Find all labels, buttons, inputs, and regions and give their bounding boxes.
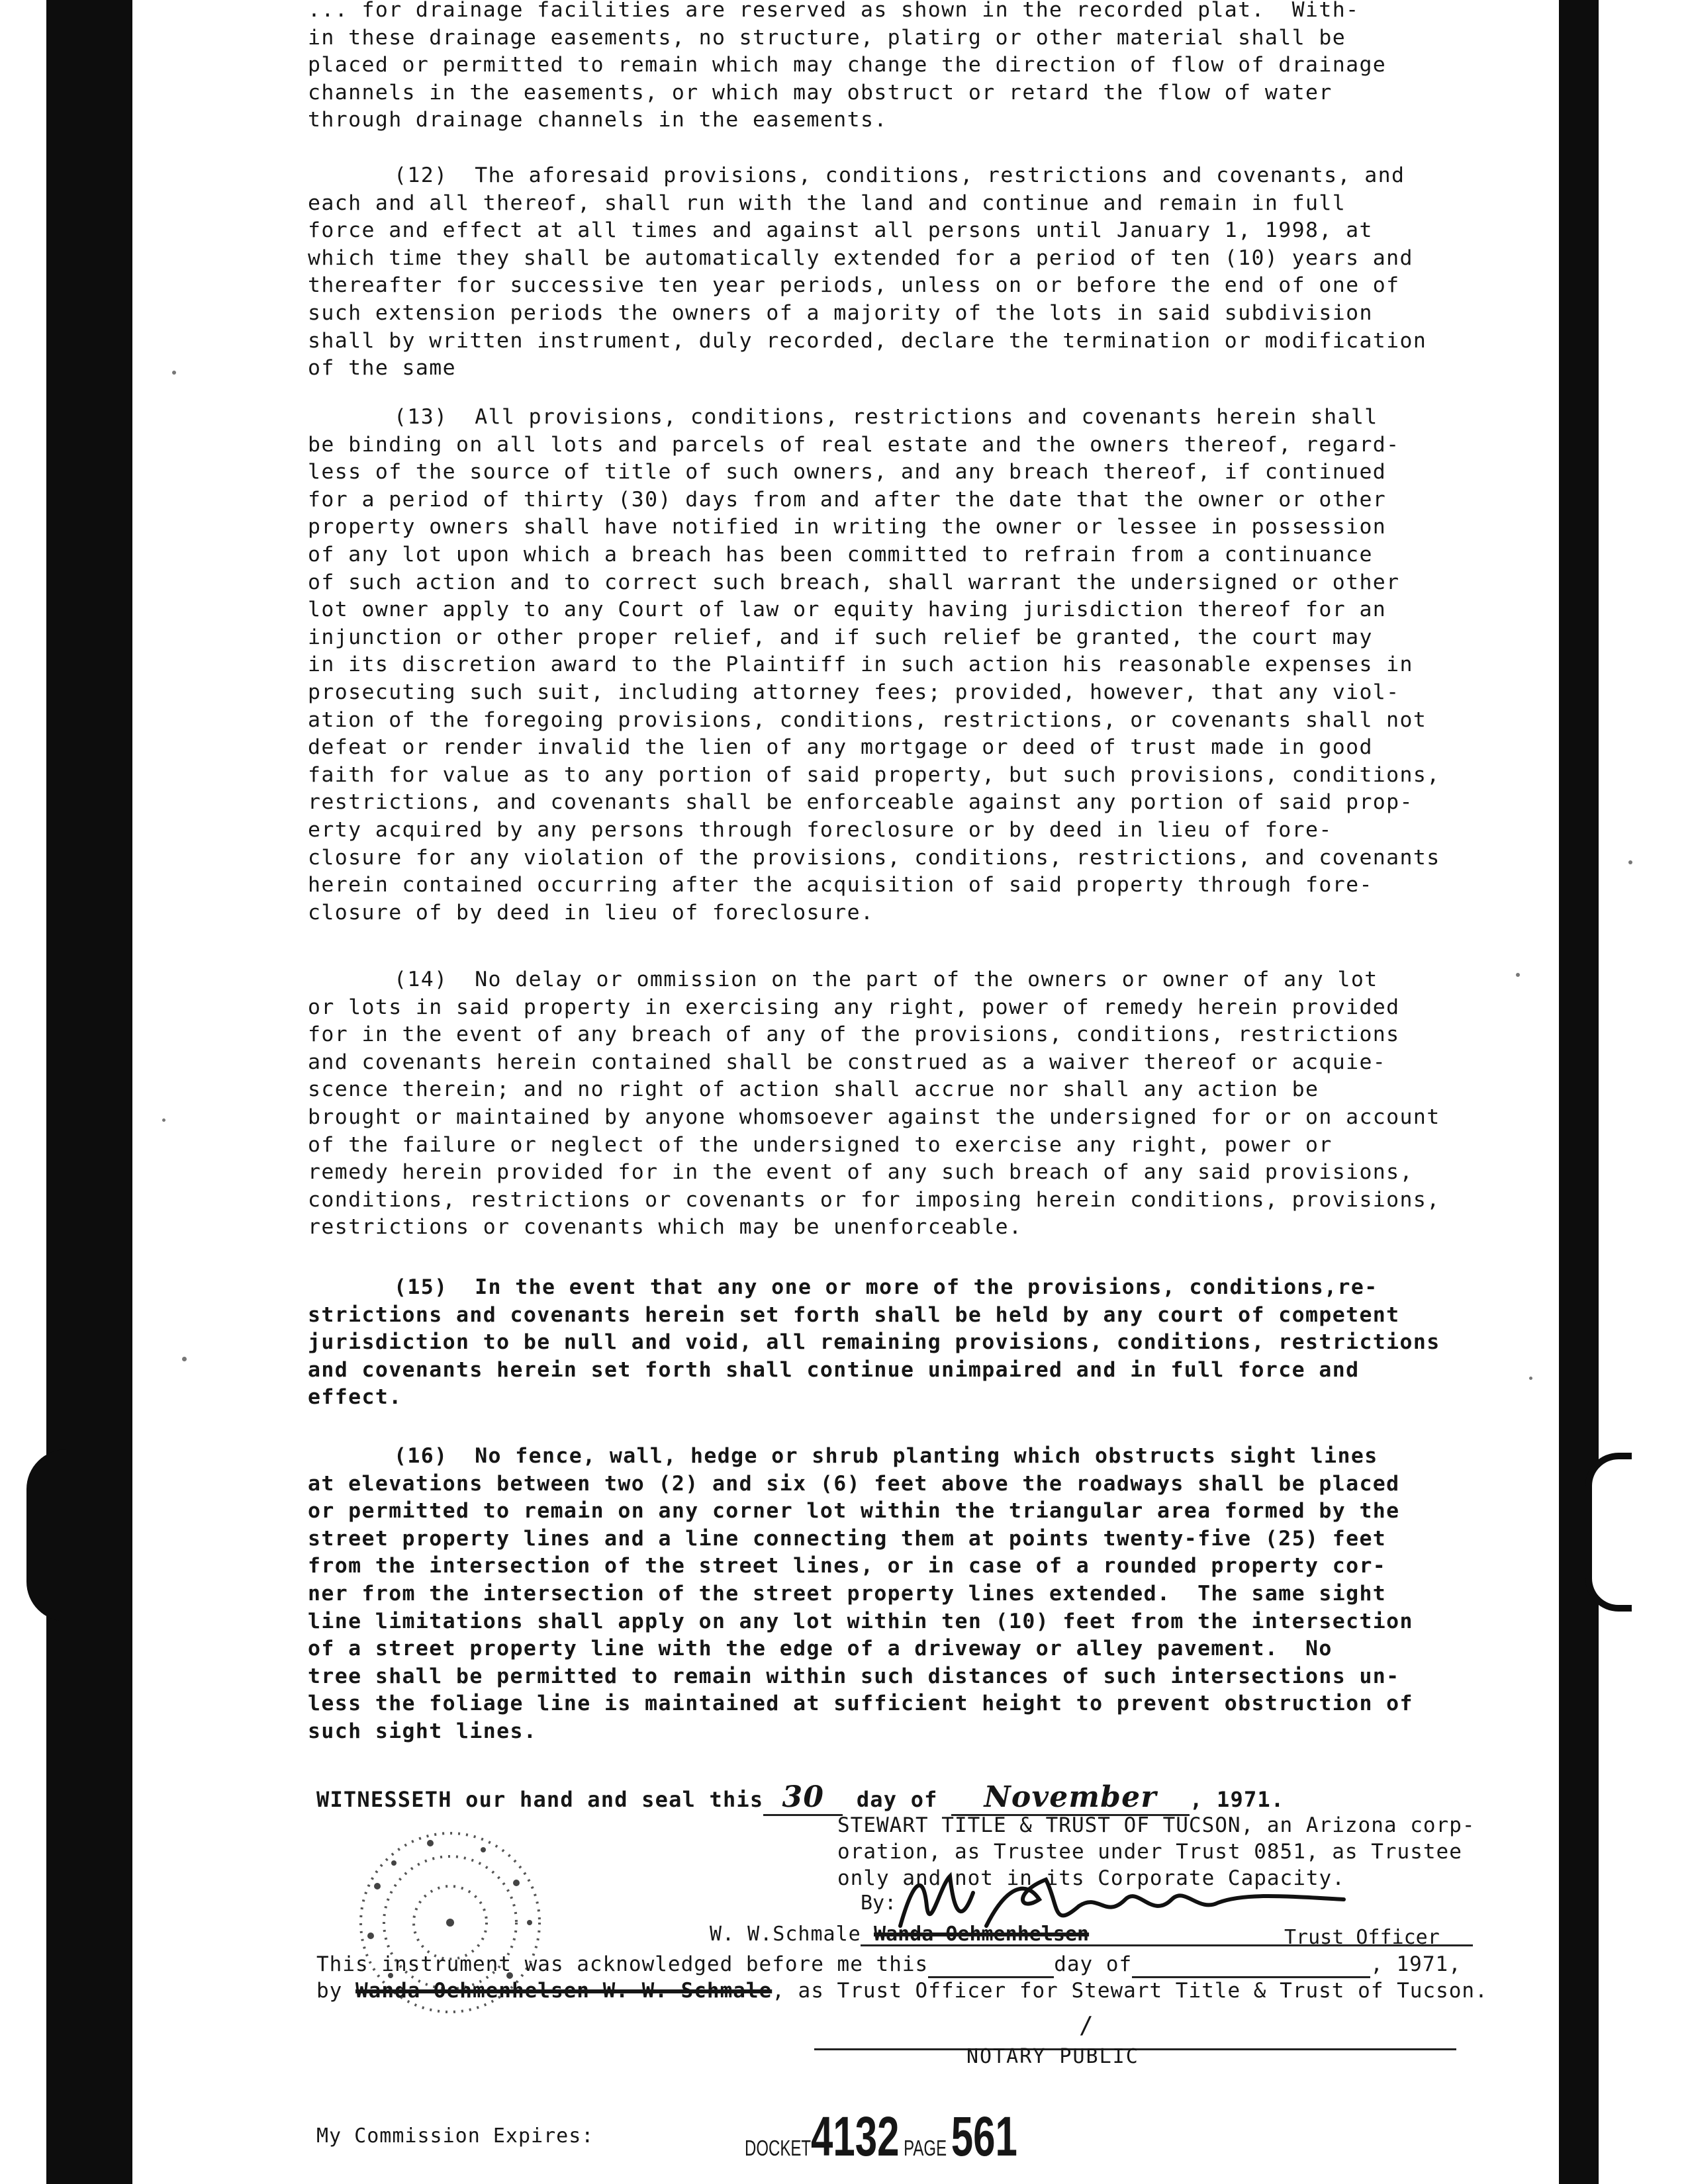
paragraph-line: erty acquired by any persons through foreclosure or by deed in lieu of fore- xyxy=(308,818,1333,842)
paragraph-line: prosecuting such suit, including attorney fees; provided, however, that any viol- xyxy=(308,680,1400,704)
signer-title: Trust Officer xyxy=(1284,1926,1440,1949)
paragraph-line: which time they shall be automatically extended for a period of ten (10) years and xyxy=(308,246,1413,270)
docket-number: 4132 xyxy=(811,2105,900,2168)
witness-month-field: November xyxy=(951,1780,1190,1816)
paragraph-line: restrictions, and covenants shall be enforceable against any portion of said prop- xyxy=(308,790,1413,815)
paragraph-line: property owners shall have notified in writing the owner or lessee in possession xyxy=(308,515,1387,539)
paragraph-line: jurisdiction to be null and void, all remaining provisions, conditions, restrictions xyxy=(308,1330,1440,1355)
ack-rest: , as Trust Officer for Stewart Title & Trust of Tucson. xyxy=(772,1979,1488,2003)
paragraph-line: and covenants herein contained shall be construed as a waiver thereof or acquie- xyxy=(308,1050,1387,1074)
witness-mid: day of xyxy=(843,1787,952,1812)
paragraph-line: in its discretion award to the Plaintiff in such action his reasonable expenses in xyxy=(308,653,1413,677)
paragraph-line: less of the source of title of such owners, and any breach thereof, if continued xyxy=(308,460,1387,484)
paragraph-line: effect. xyxy=(308,1385,402,1410)
paragraph-line: (12) The aforesaid provisions, conditions, restrictions and covenants, and xyxy=(394,163,1405,187)
acknowledgement-line xyxy=(316,1952,1462,1978)
paragraph-line: closure of by deed in lieu of foreclosure. xyxy=(308,900,874,925)
ack-month-field xyxy=(1132,1952,1370,1978)
paragraph-line: be binding on all lots and parcels of real estate and the owners thereof, regard- xyxy=(308,432,1400,457)
paragraph-line: for in the event of any breach of any of the provisions, conditions, restrictions xyxy=(308,1023,1400,1047)
scan-speck xyxy=(162,1118,165,1122)
paragraph-line: at elevations between two (2) and six (6) feet above the roadways shall be placed xyxy=(308,1471,1400,1496)
scan-edge-right-notch xyxy=(1585,1453,1632,1612)
paragraph-line: ner from the intersection of the street property lines extended. The same sight xyxy=(308,1582,1387,1606)
witness-day-field: 30 xyxy=(763,1780,843,1816)
paragraph-line: (16) No fence, wall, hedge or shrub planting which obstructs sight lines xyxy=(394,1444,1378,1468)
struck-name: Wanda Oehmenhelsen xyxy=(874,1923,1090,1946)
paragraph-line: herein contained occurring after the acquisition of said property through fore- xyxy=(308,873,1373,897)
paragraph-line: shall by written instrument, duly recorded, declare the termination or modification xyxy=(308,328,1427,353)
paragraph-line: (15) In the event that any one or more of the provisions, conditions,re- xyxy=(394,1275,1378,1299)
paragraph-line: (13) All provisions, conditions, restrictions and covenants herein shall xyxy=(394,405,1378,429)
docket-separator: PAGE xyxy=(899,2136,951,2161)
signer-name: W. W.Schmale xyxy=(710,1923,861,1946)
docket-stamp xyxy=(745,2105,1017,2169)
trustee-line-1: STEWART TITLE & TRUST OF TUCSON, an Arizona corp- xyxy=(837,1813,1476,1837)
by-label: By: xyxy=(861,1891,897,1915)
paragraph-line: from the intersection of the street lines, or in case of a rounded property cor- xyxy=(308,1554,1387,1578)
paragraph-line: such sight lines. xyxy=(308,1719,538,1743)
paragraph-line: channels in the easements, or which may obstruct or retard the flow of water xyxy=(308,80,1333,105)
paragraph-line: closure for any violation of the provisions, conditions, restrictions, and covenants xyxy=(308,845,1440,870)
paragraph-line: each and all thereof, shall run with the land and continue and remain in full xyxy=(308,191,1346,215)
paragraph-line: and covenants herein set forth shall continue unimpaired and in full force and xyxy=(308,1357,1360,1382)
notary-label: NOTARY PUBLIC xyxy=(966,2045,1139,2068)
pen-mark: / xyxy=(1079,2012,1094,2039)
paragraph-line: of the same xyxy=(308,356,457,381)
paragraph-line: of any lot upon which a breach has been committed to refrain from a continuance xyxy=(308,543,1373,567)
paragraph-line: (14) No delay or ommission on the part of the owners or owner of any lot xyxy=(394,968,1378,991)
paragraph-line: through drainage channels in the easements. xyxy=(308,108,888,132)
scan-edge-left xyxy=(46,0,132,2184)
page-number: 561 xyxy=(951,2105,1017,2168)
paragraph-line: street property lines and a line connecting them at points twenty-five (25) feet xyxy=(308,1526,1387,1551)
scan-speck xyxy=(182,1357,187,1361)
paragraph-line: such extension periods the owners of a majority of the lots in said subdivision xyxy=(308,301,1373,325)
scan-speck xyxy=(1516,973,1520,977)
paragraph-line: conditions, restrictions or covenants or for imposing herein conditions, provisions, xyxy=(308,1187,1440,1212)
paragraph-line: for a period of thirty (30) days from and after the date that the owner or other xyxy=(308,487,1387,512)
ack-mid: day of xyxy=(1054,1952,1133,1976)
docket-prefix: DOCKET xyxy=(745,2136,812,2161)
ack-year: , 1971, xyxy=(1370,1952,1462,1976)
paragraph-line: ... for drainage facilities are reserved as shown in the recorded plat. With- xyxy=(308,0,1360,22)
scan-edge-right xyxy=(1559,0,1599,2184)
witness-year: , 1971. xyxy=(1190,1787,1285,1812)
paragraph-line: in these drainage easements, no structure, platirg or other material shall be xyxy=(308,25,1346,50)
paragraph-line: defeat or render invalid the lien of any mortgage or deed of trust made in good xyxy=(308,735,1373,760)
scan-edge-left-notch xyxy=(26,1449,79,1621)
scan-speck xyxy=(172,371,176,375)
paragraph-line: less the foliage line is maintained at sufficient height to prevent obstruction of xyxy=(308,1692,1413,1716)
ack-prefix: This instrument was acknowledged before me this xyxy=(316,1952,929,1976)
trustee-line-3: only and not in its Corporate Capacity. xyxy=(837,1866,1345,1890)
paragraph-line: strictions and covenants herein set forth shall be held by any court of competent xyxy=(308,1302,1400,1327)
paragraph-line: lot owner apply to any Court of law or equity having jurisdiction thereof for an xyxy=(308,598,1387,622)
paragraph-line: remedy herein provided for in the event of any such breach of any said provisions, xyxy=(308,1160,1413,1185)
paragraph-line: scence therein; and no right of action shall accrue nor shall any action be xyxy=(308,1077,1319,1102)
paragraph-line: of the failure or neglect of the undersigned to exercise any right, power or xyxy=(308,1132,1333,1157)
paragraph-line: thereafter for successive ten year periods, unless on or before the end of one of xyxy=(308,273,1400,298)
ack-day-field xyxy=(928,1952,1054,1978)
paragraph-line: of such action and to correct such breach, shall warrant the undersigned or other xyxy=(308,570,1400,594)
paragraph-line: ation of the foregoing provisions, conditions, restrictions, or covenants shall not xyxy=(308,707,1427,732)
paragraph-line: tree shall be permitted to remain within such distances of such intersections un- xyxy=(308,1664,1400,1688)
witness-prefix: WITNESSETH our hand and seal this xyxy=(316,1787,764,1812)
paragraph-line: brought or maintained by anyone whomsoever against the undersigned for or on account xyxy=(308,1105,1440,1129)
witness-line xyxy=(316,1780,1284,1816)
paragraph-line: injunction or other proper relief, and if such relief be granted, the court may xyxy=(308,625,1373,649)
ack-struck-name: Wanda Oehmenhelsen W. W. Schmale xyxy=(355,1979,773,2003)
commission-label: My Commission Expires: xyxy=(316,2124,594,2148)
paragraph-line: or permitted to remain on any corner lot within the triangular area formed by the xyxy=(308,1499,1400,1524)
paragraph-line: restrictions or covenants which may be unenforceable. xyxy=(308,1215,1023,1240)
acknowledgement-line-2 xyxy=(316,1979,1488,2003)
paragraph-line: of a street property line with the edge of a driveway or alley pavement. No xyxy=(308,1637,1333,1661)
ack-by: by xyxy=(316,1979,355,2003)
paragraph-line: line limitations shall apply on any lot within ten (10) feet from the intersection xyxy=(308,1609,1413,1633)
paragraph-line: or lots in said property in exercising any right, power of remedy herein provided xyxy=(308,995,1400,1019)
paragraph-line: force and effect at all times and against all persons until January 1, 1998, at xyxy=(308,218,1373,243)
paragraph-line: placed or permitted to remain which may change the direction of flow of drainage xyxy=(308,53,1387,77)
scan-speck xyxy=(1529,1377,1532,1380)
scan-speck xyxy=(1628,860,1632,864)
trustee-line-2: oration, as Trustee under Trust 0851, as Trustee xyxy=(837,1840,1462,1864)
paragraph-line: faith for value as to any portion of said property, but such provisions, conditions, xyxy=(308,762,1440,787)
